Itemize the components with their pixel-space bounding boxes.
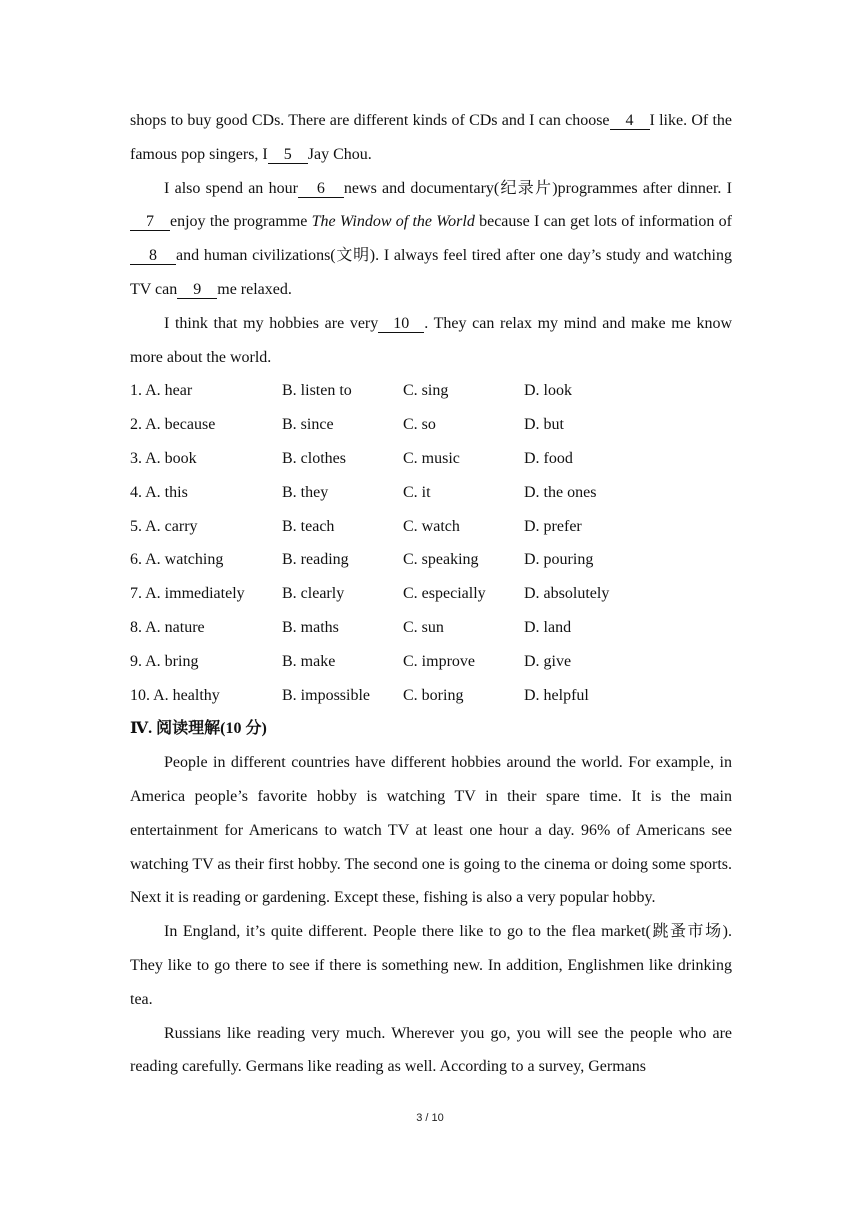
document-page: [130, 104, 732, 1084]
blank-10: 10: [378, 316, 424, 333]
option-row-2: [130, 408, 732, 442]
text-segment: I think that my hobbies are very: [164, 314, 379, 332]
reading-paragraph-1: People in different countries have different hobbies around the world. For example, in America people’s favorite hobby is watching TV in their spare time. It is the main entertainment for Americans to watch TV at least one hour a day. 96% of Americans see watching TV as their first hobby. The second one is going to the cinema or doing some sports. Next it is reading or gardening. Except these, fishing is also a very popular hobby.: [130, 754, 732, 907]
programme-title: The Window of the World: [311, 213, 475, 231]
option-d: D. give: [524, 652, 572, 670]
reading-paragraph-2: In England, it’s quite different. People there like to go to the flea market(跳蚤市场). They like to go there to see if there is something new. In addition, Englishmen like drinking tea.: [130, 923, 732, 1008]
option-d: D. pouring: [524, 551, 594, 569]
option-b: B. reading: [282, 551, 349, 569]
option-c: C. boring: [403, 686, 464, 704]
option-b: B. make: [282, 652, 336, 670]
option-b: B. impossible: [282, 686, 371, 704]
text-segment: enjoy the programme: [170, 213, 312, 231]
cloze-paragraph-2: [130, 172, 732, 307]
option-a: 4. A. this: [130, 483, 188, 501]
option-d: D. but: [524, 416, 564, 434]
text-segment: I also spend an hour: [164, 179, 298, 197]
blank-8: 8: [130, 248, 176, 265]
option-b: B. they: [282, 483, 329, 501]
option-b: B. listen to: [282, 382, 352, 400]
text-segment: shops to buy good CDs. There are different kinds of CDs and I can choose: [130, 112, 610, 129]
text-segment: and human civilizations(文明). I always feel tired after one day’s study and watching TV can: [130, 247, 732, 298]
blank-4: 4: [610, 113, 650, 130]
option-row-6: [130, 543, 732, 577]
option-a: 1. A. hear: [130, 382, 193, 400]
option-row-8: [130, 611, 732, 645]
option-a: 8. A. nature: [130, 618, 205, 636]
option-a: 5. A. carry: [130, 517, 198, 535]
option-c: C. improve: [403, 652, 475, 670]
reading-paragraph-3: Russians like reading very much. Wherever you go, you will see the people who are reading carefully. Germans like reading as well. According to a survey, Germans: [130, 1024, 732, 1076]
option-b: B. maths: [282, 618, 339, 636]
section-heading: Ⅳ. 阅读理解(10 分): [130, 720, 267, 738]
option-row-1: [130, 374, 732, 408]
option-a: 3. A. book: [130, 449, 197, 467]
option-d: D. land: [524, 618, 572, 636]
option-row-5: [130, 510, 732, 544]
blank-7: 7: [130, 214, 170, 231]
option-c: C. sing: [403, 382, 449, 400]
option-a: 7. A. immediately: [130, 585, 245, 603]
option-a: 10. A. healthy: [130, 686, 220, 704]
text-segment: . They can relax my mind and make me know more about the world.: [130, 314, 733, 366]
text-segment: news and documentary(纪录片)programmes after dinner. I: [343, 179, 732, 197]
option-c: C. music: [403, 449, 460, 467]
text-segment: me relaxed.: [217, 280, 292, 298]
option-row-3: [130, 442, 732, 476]
option-row-7: [130, 577, 732, 611]
option-a: 9. A. bring: [130, 652, 199, 670]
option-d: D. prefer: [524, 517, 582, 535]
option-row-4: [130, 476, 732, 510]
option-c: C. watch: [403, 517, 460, 535]
blank-5: 5: [268, 147, 308, 164]
option-c: C. speaking: [403, 551, 479, 569]
option-b: B. clothes: [282, 449, 346, 467]
option-row-9: [130, 645, 732, 679]
option-d: D. look: [524, 382, 572, 400]
cloze-paragraph-3: [130, 307, 732, 375]
option-b: B. teach: [282, 517, 335, 535]
option-a: 6. A. watching: [130, 551, 224, 569]
text-segment: Jay Chou.: [307, 145, 372, 163]
cloze-paragraph-1: [130, 104, 732, 172]
blank-6: 6: [298, 181, 344, 198]
option-c: C. it: [403, 483, 431, 501]
option-d: D. absolutely: [524, 585, 610, 603]
text-segment: because I can get lots of information of: [474, 213, 733, 231]
options-list: [130, 374, 732, 712]
option-b: B. since: [282, 416, 334, 434]
option-d: D. food: [524, 449, 573, 467]
option-c: C. especially: [403, 585, 486, 603]
option-d: D. helpful: [524, 686, 589, 704]
option-a: 2. A. because: [130, 416, 216, 434]
option-b: B. clearly: [282, 585, 345, 603]
option-row-10: [130, 679, 732, 713]
option-d: D. the ones: [524, 483, 597, 501]
option-c: C. sun: [403, 618, 444, 636]
page-number: 3 / 10: [416, 1112, 444, 1124]
text-segment: I like. Of the famous pop singers, I: [130, 112, 733, 163]
option-c: C. so: [403, 416, 436, 434]
blank-9: 9: [177, 282, 217, 299]
